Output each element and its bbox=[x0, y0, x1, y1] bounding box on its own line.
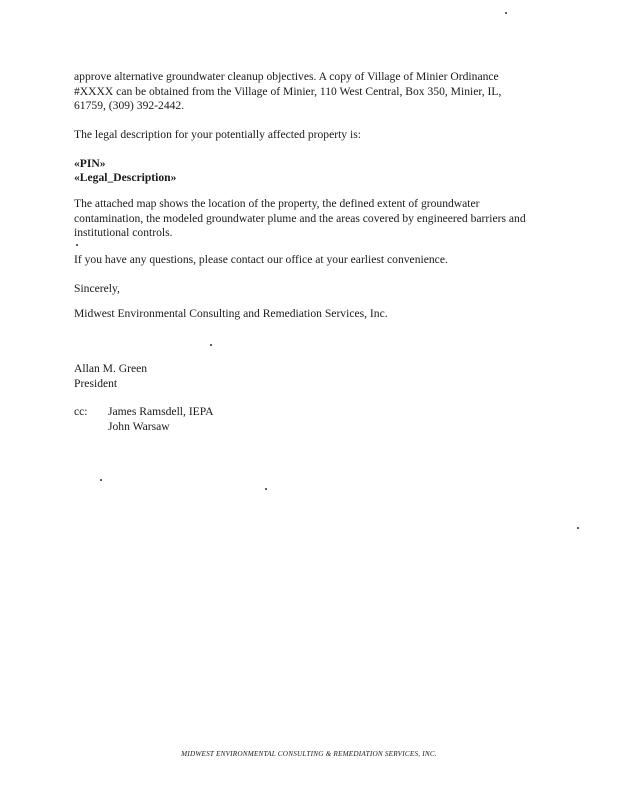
ordinance-line: approve alternative groundwater cleanup objectives. A copy of Village of Minier Ordinance bbox=[74, 70, 499, 83]
signer-title: President bbox=[74, 376, 118, 390]
closing: Sincerely, bbox=[74, 282, 120, 295]
questions-paragraph: If you have any questions, please contact our office at your earliest convenience. bbox=[74, 253, 448, 266]
letterhead-footer: MIDWEST ENVIRONMENTAL CONSULTING & REMEDIATION SERVICES, INC. bbox=[181, 750, 437, 758]
legal-description-intro: The legal description for your potentially affected property is: bbox=[74, 128, 361, 141]
cc-block bbox=[74, 405, 544, 434]
scan-speck bbox=[577, 527, 579, 529]
cc-label: cc: bbox=[74, 405, 88, 418]
pin-merge-field: «PIN» bbox=[74, 157, 106, 170]
signature-block bbox=[74, 362, 544, 391]
company-name: Midwest Environmental Consulting and Remediation Services, Inc. bbox=[74, 307, 388, 320]
scan-speck bbox=[265, 488, 267, 490]
scan-speck bbox=[100, 479, 102, 481]
ordinance-paragraph bbox=[74, 70, 544, 114]
map-line: contamination, the modeled groundwater plume and the areas covered by engineered barriers and bbox=[74, 211, 526, 225]
cc-recipient: John Warsaw bbox=[108, 419, 170, 433]
cc-recipient: James Ramsdell, IEPA bbox=[108, 405, 214, 418]
map-line: The attached map shows the location of the property, the defined extent of groundwater bbox=[74, 197, 480, 210]
legal-description-merge-field: «Legal_Description» bbox=[74, 171, 177, 184]
map-line: institutional controls. bbox=[74, 226, 173, 239]
scan-speck bbox=[210, 344, 212, 346]
scan-speck bbox=[76, 244, 78, 246]
scan-speck bbox=[505, 12, 507, 14]
ordinance-line: 61759, (309) 392-2442. bbox=[74, 99, 185, 112]
map-paragraph bbox=[74, 197, 544, 241]
signer-name: Allan M. Green bbox=[74, 362, 148, 375]
ordinance-line: #XXXX can be obtained from the Village of Minier, 110 West Central, Box 350, Minier, IL, bbox=[74, 84, 502, 98]
